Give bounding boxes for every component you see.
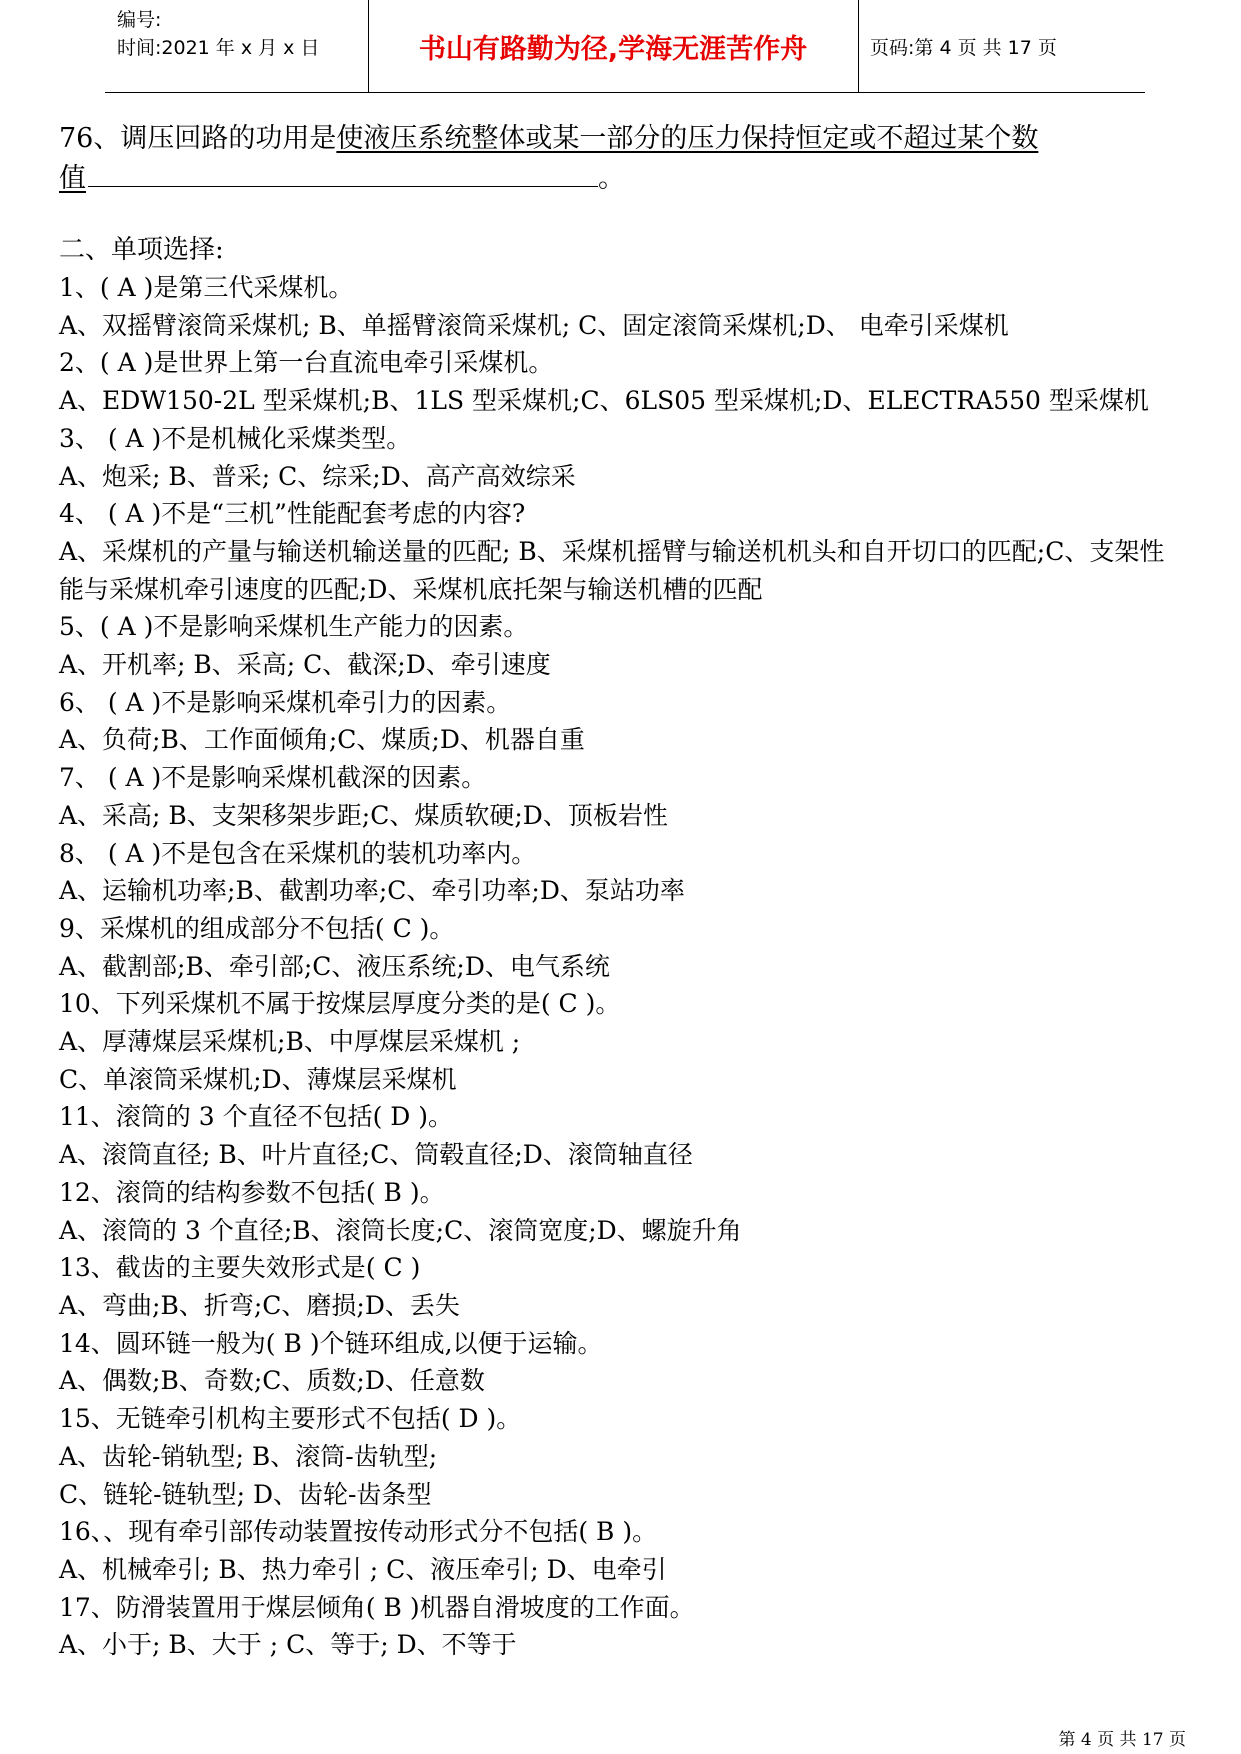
question-76-answer-cont: 值 [59, 163, 86, 194]
text-line: 8、 ( A )不是包含在采煤机的装机功率内。 [59, 838, 537, 868]
text-line: 11、滚筒的 3 个直径不包括( D )。 [59, 1102, 454, 1132]
header-motto: 书山有路勤为径,学海无涯苦作舟 [418, 33, 808, 65]
text-line: A、偶数;B、奇数;C、质数;D、任意数 [59, 1366, 485, 1396]
text-line: 14、圆环链一般为( B )个链环组成,以便于运输。 [59, 1328, 603, 1358]
page-header [105, 0, 1145, 93]
text-line: 6、 ( A )不是影响采煤机牵引力的因素。 [59, 687, 512, 717]
text-line: 3、 ( A )不是机械化采煤类型。 [59, 423, 412, 453]
number-label: 编号: [117, 9, 162, 31]
text-line: A、EDW150-2L 型采煤机;B、1LS 型采煤机;C、6LS05 型采煤机;D、ELECTRA550 型采煤机 [59, 386, 1149, 416]
text-line: A、开机率; B、采高; C、截深;D、牵引速度 [59, 650, 551, 680]
text-line: 10、下列采煤机不属于按煤层厚度分类的是( C )。 [59, 989, 621, 1019]
text-line: 1、( A )是第三代采煤机。 [59, 273, 354, 302]
text-line: A、炮采; B、普采; C、综采;D、高产高效综采 [59, 461, 576, 491]
page-footer: 第 4 页 共 17 页 [1058, 1730, 1186, 1750]
text-line: 2、( A )是世界上第一台直流电牵引采煤机。 [59, 348, 554, 378]
header-divider [858, 0, 859, 92]
answer-blank-line [88, 160, 598, 187]
section-title: 二、单项选择: [59, 235, 224, 265]
text-line: A、采高; B、支架移架步距;C、煤质软硬;D、顶板岩性 [59, 800, 668, 830]
text-line: 15、无链牵引机构主要形式不包括( D )。 [59, 1404, 522, 1434]
text-line: A、小于; B、大于 ; C、等于; D、不等于 [59, 1630, 517, 1660]
header-page-info: 页码:第 4 页 共 17 页 [870, 36, 1057, 59]
text-line: 7、 ( A )不是影响采煤机截深的因素。 [59, 763, 487, 793]
text-line: C、链轮-链轨型; D、齿轮-齿条型 [59, 1479, 432, 1509]
question-76-end: 。 [598, 163, 625, 194]
text-line: A、滚筒直径; B、叶片直径;C、筒毂直径;D、滚筒轴直径 [59, 1140, 693, 1170]
text-line: 13、截齿的主要失效形式是( C ) [59, 1253, 421, 1283]
header-left [117, 6, 367, 92]
text-line: A、滚筒的 3 个直径;B、滚筒长度;C、滚筒宽度;D、螺旋升角 [59, 1215, 742, 1245]
question-76-prefix: 76、调压回路的功用是 [59, 123, 337, 154]
text-line: A、运输机功率;B、截割功率;C、牵引功率;D、泵站功率 [59, 876, 685, 906]
question-list [59, 269, 1179, 1664]
text-line: C、单滚筒采煤机;D、薄煤层采煤机 [59, 1064, 457, 1094]
text-line: A、弯曲;B、折弯;C、磨损;D、丢失 [59, 1290, 460, 1320]
text-line: 17、防滑装置用于煤层倾角( B )机器自滑坡度的工作面。 [59, 1592, 695, 1622]
text-line: 9、采煤机的组成部分不包括( C )。 [59, 913, 455, 943]
text-line: A、截割部;B、牵引部;C、液压系统;D、电气系统 [59, 951, 610, 981]
text-line: A、负荷;B、工作面倾角;C、煤质;D、机器自重 [59, 725, 585, 755]
text-line: A、采煤机的产量与输送机输送量的匹配; B、采煤机摇臂与输送机机头和自开切口的匹配;C、支架性能与采煤机牵引速度的匹配;D、采煤机底托架与输送机槽的匹配 [59, 536, 1165, 604]
text-line: 12、滚筒的结构参数不包括( B )。 [59, 1177, 445, 1207]
text-line: 16、、现有牵引部传动装置按传动形式分不包括( B )。 [59, 1517, 658, 1547]
text-line: A、机械牵引; B、热力牵引 ; C、液压牵引; D、电牵引 [59, 1554, 667, 1584]
question-76-answer: 使液压系统整体或某一部分的压力保持恒定或不超过某个数 [336, 123, 1039, 154]
text-line: A、双摇臂滚筒采煤机; B、单摇臂滚筒采煤机; C、固定滚筒采煤机;D、 电牵引采煤机 [59, 310, 1009, 340]
date-label: 时间:2021 年 x 月 x 日 [117, 37, 320, 59]
text-line: A、齿轮-销轨型; B、滚筒-齿轨型; [59, 1441, 438, 1471]
text-line: 5、( A )不是影响采煤机生产能力的因素。 [59, 612, 529, 642]
text-line: A、厚薄煤层采煤机;B、中厚煤层采煤机 ; [59, 1027, 521, 1057]
question-76 [59, 119, 1179, 199]
document-body [59, 119, 1179, 1664]
text-line: 4、 ( A )不是“三机”性能配套考虑的内容? [59, 499, 526, 529]
